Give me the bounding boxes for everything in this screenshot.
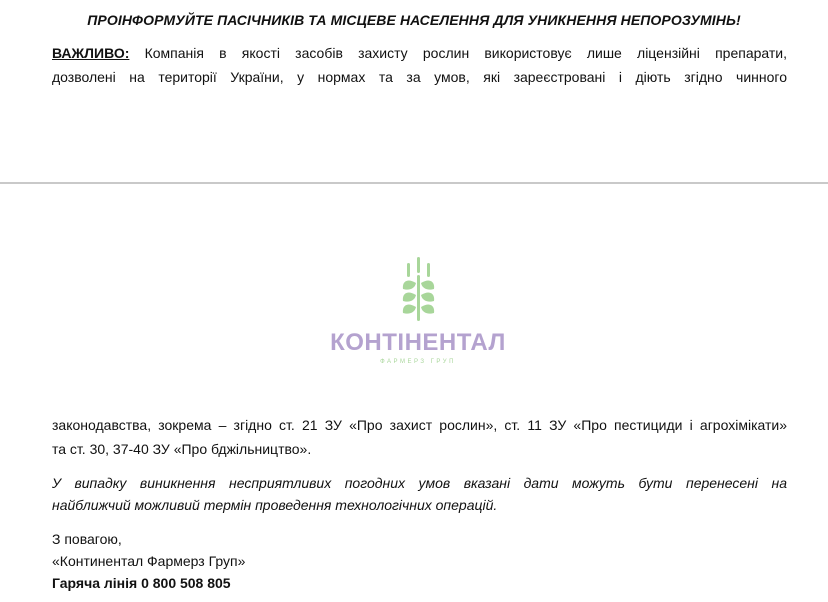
important-text-1: Компанія в якості засобів захисту рослин використовує лише ліцензійні препарати,: [129, 45, 787, 61]
hotline-text: Гаряча лінія 0 800 508 805: [52, 575, 231, 591]
regards-text: З повагою,: [52, 531, 122, 547]
important-line-2: дозволені на території України, у нормах та за умов, які зареєстровані і діють згідно чинного: [52, 69, 787, 85]
logo-subtitle: ФАРМЕРЗ ГРУП: [380, 359, 456, 365]
important-line-1: [52, 42, 787, 64]
logo-wordmark: КОНТІНЕНТАЛ: [330, 329, 506, 356]
notice-title: ПРОІНФОРМУЙТЕ ПАСІЧНИКІВ ТА МІСЦЕВЕ НАСЕЛЕННЯ ДЛЯ УНИКНЕННЯ НЕПОРОЗУМІНЬ!: [87, 12, 741, 28]
weather-line-1: У випадку виникнення несприятливих погодних умов вказані дати можуть бути перенесені на: [52, 475, 787, 491]
weather-line-2: найближчий можливий термін проведення технологічних операцій.: [52, 497, 498, 513]
important-label: ВАЖЛИВО:: [52, 45, 130, 61]
company-signature: «Континентал Фармерз Груп»: [52, 553, 246, 569]
page-break-divider: [0, 182, 828, 184]
legislation-line-2: та ст. 30, 37-40 ЗУ «Про бджільництво».: [52, 441, 312, 457]
legislation-line-1: законодавства, зокрема – згідно ст. 21 ЗУ «Про захист рослин», ст. 11 ЗУ «Про пестициди і агрохімікати»: [52, 417, 787, 433]
company-logo: [330, 255, 506, 370]
wheat-icon: [330, 255, 506, 325]
